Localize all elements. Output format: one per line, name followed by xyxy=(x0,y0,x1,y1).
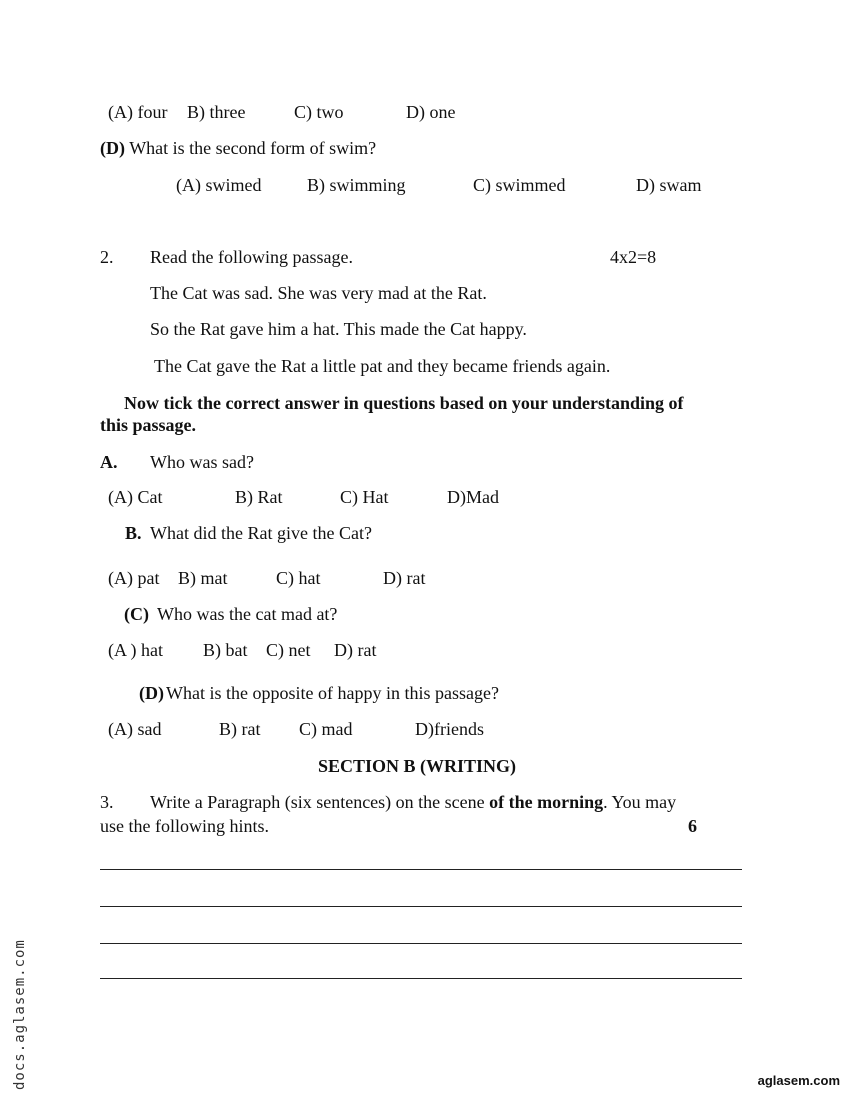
q2d-label: (D) xyxy=(139,683,164,703)
q2-marks: 4x2=8 xyxy=(610,247,657,267)
writing-line xyxy=(100,978,742,979)
q3-text xyxy=(150,791,676,813)
q2a-option-b: B) Rat xyxy=(235,487,283,507)
writing-line xyxy=(100,869,742,870)
writing-line xyxy=(100,906,742,907)
q2c-option-c: C) net xyxy=(266,640,311,660)
q2a-label: A. xyxy=(100,452,118,472)
q2a-option-d: D)Mad xyxy=(447,487,499,507)
q3-text-before: Write a Paragraph (six sentences) on the scene xyxy=(150,792,490,812)
q2-number: 2. xyxy=(100,247,114,267)
q2a-option-c: C) Hat xyxy=(340,487,389,507)
q2b-option-c: C) hat xyxy=(276,568,321,588)
q2c-text: Who was the cat mad at? xyxy=(157,604,338,624)
q2a-option-a: (A) Cat xyxy=(108,487,163,507)
q2b-text: What did the Rat give the Cat? xyxy=(150,523,372,543)
q2c-option-b: B) bat xyxy=(203,640,248,660)
q1d-option-a: (A) swimed xyxy=(176,175,262,195)
q3-number: 3. xyxy=(100,792,114,812)
q1d-text: What is the second form of swim? xyxy=(129,138,377,158)
brand-watermark: aglasem.com xyxy=(757,1073,840,1088)
q1d-option-c: C) swimmed xyxy=(473,175,566,195)
q1d-option-b: B) swimming xyxy=(307,175,406,195)
q1d-label: (D) xyxy=(100,138,125,158)
q3-text-after: . You may xyxy=(603,792,677,812)
directive-line: this passage. xyxy=(100,415,197,435)
q1d-option-d: D) swam xyxy=(636,175,702,195)
writing-line xyxy=(100,943,742,944)
q2c-option-d: D) rat xyxy=(334,640,377,660)
passage-line: So the Rat gave him a hat. This made the Cat happy. xyxy=(150,319,527,339)
q2b-option-b: B) mat xyxy=(178,568,228,588)
q2b-label: B. xyxy=(125,523,142,543)
passage-line: The Cat was sad. She was very mad at the Rat. xyxy=(150,283,487,303)
q3-text-line2: use the following hints. xyxy=(100,816,269,836)
q2d-option-a: (A) sad xyxy=(108,719,162,739)
q2d-option-c: C) mad xyxy=(299,719,353,739)
q3-marks: 6 xyxy=(688,816,697,836)
q2-instruction: Read the following passage. xyxy=(150,247,353,267)
q2c-option-a: (A ) hat xyxy=(108,640,163,660)
q2a-text: Who was sad? xyxy=(150,452,254,472)
q2d-option-b: B) rat xyxy=(219,719,261,739)
passage-line: The Cat gave the Rat a little pat and they became friends again. xyxy=(154,356,611,376)
q1d-question xyxy=(100,137,376,159)
q2d-option-d: D)friends xyxy=(415,719,484,739)
side-watermark: docs.aglasem.com xyxy=(12,939,28,1090)
q1c-option-b: B) three xyxy=(187,102,246,122)
q2b-option-d: D) rat xyxy=(383,568,426,588)
q2d-text: What is the opposite of happy in this passage? xyxy=(166,683,499,703)
q2c-label: (C) xyxy=(124,604,149,624)
q2b-option-a: (A) pat xyxy=(108,568,160,588)
q1c-option-c: C) two xyxy=(294,102,344,122)
q1c-option-d: D) one xyxy=(406,102,456,122)
q1c-option-a: (A) four xyxy=(108,102,168,122)
section-b-title: SECTION B (WRITING) xyxy=(318,756,517,776)
directive-line: Now tick the correct answer in questions based on your understanding of xyxy=(124,393,684,413)
q3-text-bold: of the morning xyxy=(489,792,604,812)
